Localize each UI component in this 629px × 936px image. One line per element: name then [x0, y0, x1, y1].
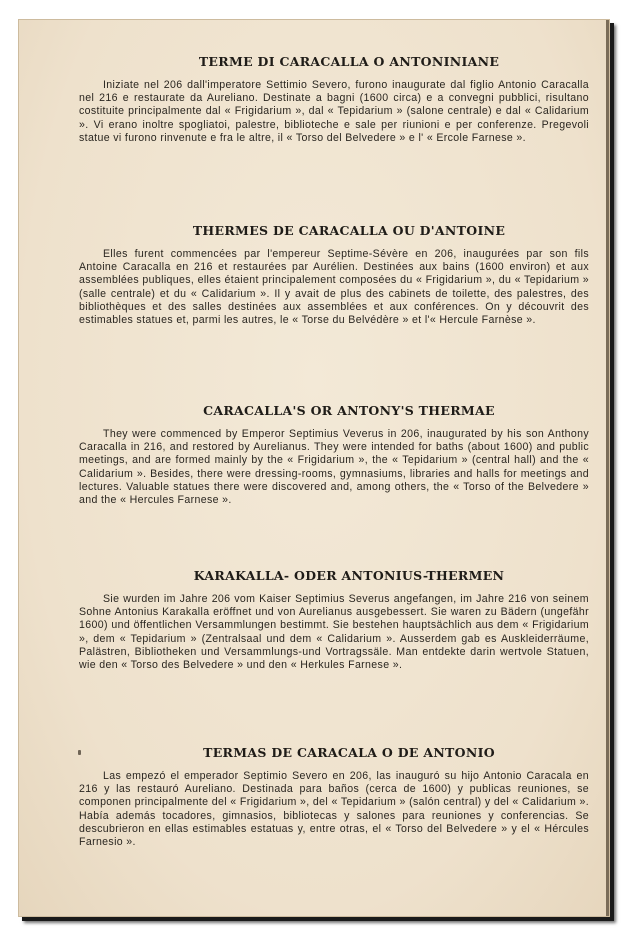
section-text: Las empezó el emperador Septimio Severo en 206, las inauguró su hijo Antonio Caracala en 216 y las restauró Aureliano. Destinada para baños (cerca de 1600) y publicas reuniones, se componen principalmente del « Frigidarium », del « Tepidarium » (salón central) y del « Calidarium ». Había además tocadores, gimnasios, bibliotecas y salones para reuniones y conferencias. Se descubrieron en ellas estimables estatuas y, entre otras, el « Torso del Belvedere » y el « Hércules Farnesio ». [79, 770, 589, 849]
section-spanish [79, 745, 589, 849]
page-edge [606, 20, 609, 916]
section-text: They were commenced by Emperor Septimius Veverus in 206, inaugurated by his son Anthony Caracalla in 216, and restored by Aurelianus. They were intended for baths (about 1600) and public meetings, and are formed mainly by the « Frigidarium », the « Tepidarium » (central hall) and the « Calidarium ». Besides, there were dressing-rooms, gymnasiums, libraries and halls for meetings and lectures. Valuable statues there were discovered and, among others, the « Torso of the Belvedere » and the « Hercules Farnese ». [79, 428, 589, 507]
section-text: Elles furent commencées par l'empereur Septime-Sévère en 206, inaugurées par son fils Antoine Caracalla en 216 et restaurées par Aurélien. Destinées aux bains (1600 environ) et aux assemblées publiques, elles étaient principalement composées du « Frigidarium », du « Tepidarium » (salle centrale) et du « Calidarium ». Il y avait de plus des cabinets de toilette, des palestres, des bibliothèques et des salles destinées aux assemblées et aux conférences. On y découvrit des estimables statues et, parmi les autres, le « Torse du Belvédère » et l'« Hercule Farnèse ». [79, 248, 589, 327]
section-title: KARAKALLA- ODER ANTONIUS-THERMEN [193, 568, 505, 583]
section-title: TERMAS DE CARACALA O DE ANTONIO [203, 745, 495, 760]
section-german [79, 568, 589, 672]
section-title: CARACALLA'S OR ANTONY'S THERMAE [203, 403, 495, 418]
section-title: THERMES DE CARACALLA OU D'ANTOINE [192, 223, 506, 238]
section-french [79, 223, 589, 327]
section-title: TERME DI CARACALLA O ANTONINIANE [198, 54, 500, 69]
section-italian [79, 54, 589, 145]
document-page [18, 19, 610, 917]
section-text: Sie wurden im Jahre 206 vom Kaiser Septimius Severus angefangen, im Jahre 216 von seinem Sohne Antonius Karakalla eröffnet und von Aurelianus ausgebessert. Sie waren zu Bädern (ungefähr 1600) und öffentlichen Versammlungen bestimmt. Sie bestehen hauptsächlich aus dem « Frigidarium », dem « Tepidarium » (Zentralsaal und dem « Calidarium ». Ausserdem gab es Auskleiderräume, Palästren, Bibliotheken und Versammlungs-und Vortragssäle. Man entdekte darin wertvole Statuen, wie den « Torso des Belvedere » und den « Herkules Farnese ». [79, 593, 589, 672]
section-english [79, 403, 589, 507]
section-text: Iniziate nel 206 dall'imperatore Settimio Severo, furono inaugurate dal figlio Antonio Caracalla nel 216 e restaurate da Aureliano. Destinate a bagni (1600 circa) e a convegni pubblici, risultano costituite principalmente dal « Frigidarium », dal « Tepidarium » (salone centrale) e dal « Calidarium ». Vi erano inoltre spogliatoi, palestre, biblioteche e sale per riunioni e per conferenze. Pregevoli statue vi furono rinvenute e fra le altre, il « Torso del Belvedere » e l' « Ercole Farnese ». [79, 79, 589, 144]
